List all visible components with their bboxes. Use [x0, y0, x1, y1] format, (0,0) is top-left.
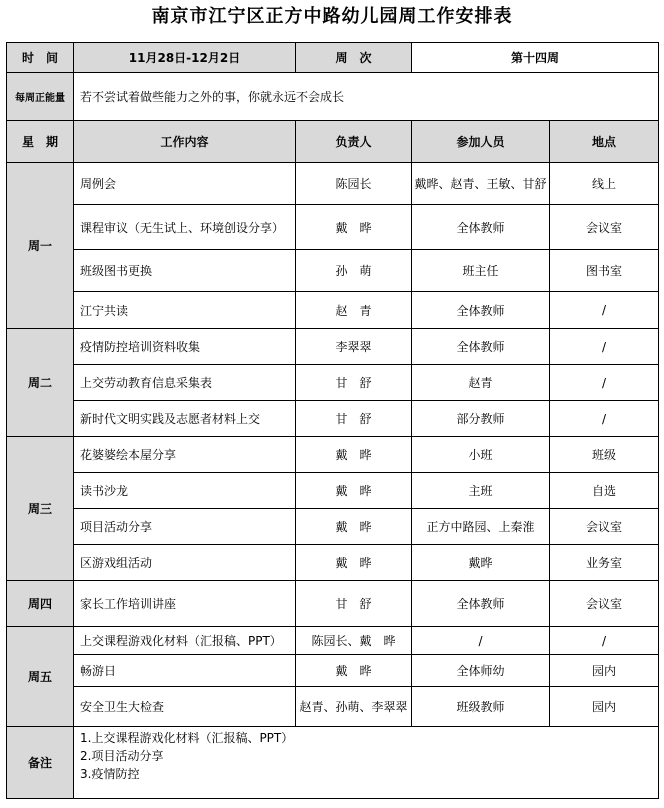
task-content: 家长工作培训讲座 [74, 581, 296, 627]
task-participants: 全体师幼 [412, 655, 550, 687]
task-owner: 甘 舒 [296, 365, 412, 401]
task-location: 班级 [550, 437, 659, 473]
notes-label: 备注 [7, 727, 74, 799]
task-owner: 赵青、孙萌、李翠翠 [296, 687, 412, 727]
table-row [7, 437, 659, 473]
task-owner: 孙 萌 [296, 250, 412, 292]
day-label: 周五 [7, 627, 74, 727]
task-owner: 戴 晔 [296, 437, 412, 473]
task-location: 园内 [550, 655, 659, 687]
task-participants: 全体教师 [412, 329, 550, 365]
table-row [7, 205, 659, 250]
task-content: 上交课程游戏化材料（汇报稿、PPT） [74, 627, 296, 655]
motto-text: 若不尝试着做些能力之外的事，你就永远不会成长 [74, 73, 659, 121]
notes-row [7, 727, 659, 799]
task-location: / [550, 401, 659, 437]
task-participants: 全体教师 [412, 205, 550, 250]
motto-label: 每周正能量 [7, 73, 74, 121]
task-content: 区游戏组活动 [74, 545, 296, 581]
task-content: 上交劳动教育信息采集表 [74, 365, 296, 401]
task-participants: 班级教师 [412, 687, 550, 727]
task-location: / [550, 627, 659, 655]
task-owner: 甘 舒 [296, 401, 412, 437]
week-value: 第十四周 [412, 43, 659, 73]
task-location: / [550, 292, 659, 329]
table-row [7, 401, 659, 437]
task-participants: 正方中路园、上秦淮 [412, 509, 550, 545]
task-location: / [550, 365, 659, 401]
task-participants: 全体教师 [412, 581, 550, 627]
notes-content [74, 727, 659, 799]
task-content: 新时代文明实践及志愿者材料上交 [74, 401, 296, 437]
task-location: 业务室 [550, 545, 659, 581]
task-owner: 陈园长 [296, 163, 412, 205]
task-content: 畅游日 [74, 655, 296, 687]
table-row [7, 655, 659, 687]
note-item: 2.项目活动分享 [80, 749, 164, 763]
task-participants: 主班 [412, 473, 550, 509]
day-label: 周一 [7, 163, 74, 329]
table-row [7, 329, 659, 365]
task-location: / [550, 329, 659, 365]
task-owner: 戴 晔 [296, 473, 412, 509]
table-row [7, 250, 659, 292]
task-location: 会议室 [550, 581, 659, 627]
task-participants: 戴晔、赵青、王敏、甘舒 [412, 163, 550, 205]
day-label: 周四 [7, 581, 74, 627]
task-owner: 甘 舒 [296, 581, 412, 627]
page-title: 南京市江宁区正方中路幼儿园周工作安排表 [151, 6, 513, 27]
task-content: 读书沙龙 [74, 473, 296, 509]
table-row [7, 473, 659, 509]
col-owner: 负责人 [296, 121, 412, 163]
table-row [7, 163, 659, 205]
task-content: 班级图书更换 [74, 250, 296, 292]
time-label: 时 间 [7, 43, 74, 73]
table-row [7, 687, 659, 727]
header-row [7, 43, 659, 73]
task-content: 江宁共读 [74, 292, 296, 329]
task-content: 疫情防控培训资料收集 [74, 329, 296, 365]
task-location: 图书室 [550, 250, 659, 292]
task-owner: 戴 晔 [296, 655, 412, 687]
task-owner: 陈园长、戴 晔 [296, 627, 412, 655]
task-content: 项目活动分享 [74, 509, 296, 545]
task-owner: 戴 晔 [296, 545, 412, 581]
time-value: 11月28日-12月2日 [74, 43, 296, 73]
task-participants: 小班 [412, 437, 550, 473]
task-content: 课程审议（无生试上、环境创设分享） [74, 205, 296, 250]
task-content: 花婆婆绘本屋分享 [74, 437, 296, 473]
note-item: 1.上交课程游戏化材料（汇报稿、PPT） [80, 731, 294, 745]
task-owner: 戴 晔 [296, 205, 412, 250]
task-location: 园内 [550, 687, 659, 727]
schedule-table [6, 42, 659, 799]
col-location: 地点 [550, 121, 659, 163]
column-header-row [7, 121, 659, 163]
task-location: 会议室 [550, 205, 659, 250]
table-row [7, 292, 659, 329]
task-participants: / [412, 627, 550, 655]
task-location: 自选 [550, 473, 659, 509]
col-day: 星 期 [7, 121, 74, 163]
day-label: 周二 [7, 329, 74, 437]
col-participants: 参加人员 [412, 121, 550, 163]
table-row [7, 581, 659, 627]
task-participants: 赵青 [412, 365, 550, 401]
table-row [7, 627, 659, 655]
task-content: 安全卫生大检查 [74, 687, 296, 727]
task-participants: 班主任 [412, 250, 550, 292]
table-row [7, 545, 659, 581]
task-location: 线上 [550, 163, 659, 205]
week-label: 周 次 [296, 43, 412, 73]
motto-row [7, 73, 659, 121]
task-participants: 戴晔 [412, 545, 550, 581]
task-location: 会议室 [550, 509, 659, 545]
task-participants: 全体教师 [412, 292, 550, 329]
day-label: 周三 [7, 437, 74, 581]
table-row [7, 365, 659, 401]
task-owner: 李翠翠 [296, 329, 412, 365]
note-item: 3.疫情防控 [80, 767, 140, 781]
task-content: 周例会 [74, 163, 296, 205]
table-row [7, 509, 659, 545]
task-participants: 部分教师 [412, 401, 550, 437]
task-owner: 戴 晔 [296, 509, 412, 545]
col-content: 工作内容 [74, 121, 296, 163]
task-owner: 赵 青 [296, 292, 412, 329]
